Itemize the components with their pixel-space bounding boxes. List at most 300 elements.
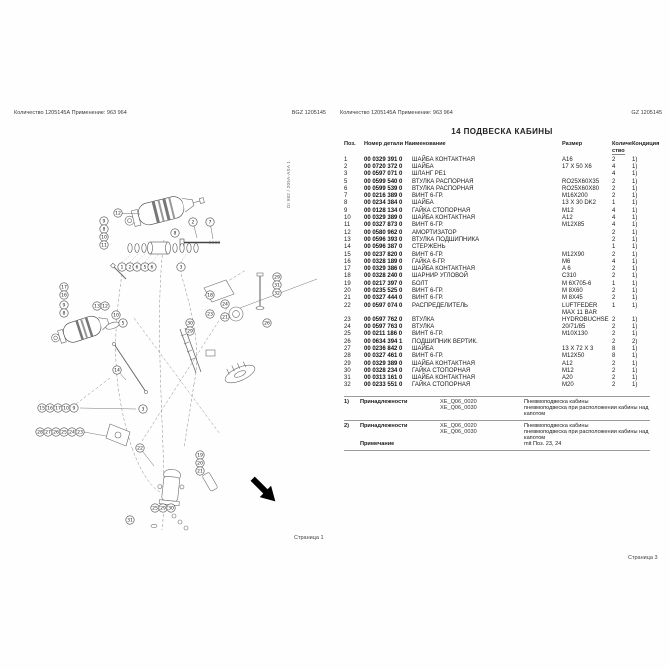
c-size: M6 bbox=[562, 258, 571, 265]
c-num: 00 0235 525 0 bbox=[364, 288, 403, 295]
table-row bbox=[344, 317, 652, 324]
c-cond: 1) bbox=[632, 251, 638, 258]
c-name: ШАЙБА КОНТАКТНАЯ bbox=[412, 156, 476, 163]
footnote-section bbox=[344, 396, 650, 421]
svg-text:25: 25 bbox=[61, 430, 67, 436]
c-name: ВТУЛКА ПОДШИПНИКА bbox=[412, 236, 480, 243]
callout-25 bbox=[60, 428, 68, 436]
svg-text:14: 14 bbox=[114, 368, 120, 374]
callout-1 bbox=[118, 263, 126, 271]
c-name: ВИНТ 6-ГР. bbox=[412, 331, 444, 338]
c-pos: 31 bbox=[344, 375, 351, 382]
c-size: RO25X60X35 bbox=[562, 178, 600, 185]
table-row bbox=[344, 259, 652, 266]
c-num: 00 0327 873 0 bbox=[364, 222, 403, 229]
c-pos: 13 bbox=[344, 236, 351, 243]
callout-21 bbox=[196, 467, 204, 475]
c-name: ШАЙБА КОНТАКТНАЯ bbox=[412, 266, 476, 273]
c-qty: 2 bbox=[612, 251, 616, 258]
callout-12 bbox=[114, 209, 122, 217]
svg-text:11: 11 bbox=[101, 243, 107, 249]
table-row bbox=[344, 222, 652, 229]
callout-2 bbox=[189, 218, 197, 226]
c-pos: 28 bbox=[344, 353, 351, 360]
footnote-line: 1) Принадлежности XE_Q06_0020 Пневмоподвеска кабины bbox=[344, 399, 589, 405]
c-qty: 2 bbox=[612, 295, 616, 302]
svg-text:9: 9 bbox=[102, 219, 106, 225]
callout-24 bbox=[221, 300, 229, 308]
callout-26 bbox=[52, 428, 60, 436]
c-qty: 4 bbox=[612, 215, 616, 222]
footnote-note: Примечание mit Поз. 23, 24 bbox=[360, 441, 562, 447]
table-row bbox=[344, 375, 652, 382]
c-size: HYDROBUCHSE bbox=[562, 316, 609, 323]
left-page-number: Страница 1 bbox=[294, 535, 324, 541]
c-pos: 5 bbox=[344, 178, 348, 185]
callout-21 bbox=[221, 313, 229, 321]
callout-17 bbox=[54, 404, 62, 412]
parts-table-header bbox=[344, 141, 660, 155]
c-num: 00 0720 372 0 bbox=[364, 163, 403, 170]
svg-text:12: 12 bbox=[115, 211, 121, 217]
right-page bbox=[340, 108, 664, 578]
svg-text:20: 20 bbox=[197, 461, 203, 467]
callout-31 bbox=[126, 516, 134, 524]
c-cond: 1) bbox=[632, 236, 638, 243]
svg-text:15: 15 bbox=[39, 406, 45, 412]
c-qty: 2 bbox=[612, 229, 616, 236]
callout-13 bbox=[93, 302, 101, 310]
svg-text:27: 27 bbox=[45, 430, 51, 436]
callout-29 bbox=[273, 273, 281, 281]
c-name: ВТУЛКА bbox=[412, 316, 435, 323]
c-cond: 1) bbox=[632, 316, 638, 323]
table-row bbox=[344, 244, 652, 251]
svg-text:25: 25 bbox=[152, 506, 158, 512]
c-name: ШАЙБА bbox=[412, 200, 434, 207]
svg-text:3: 3 bbox=[141, 407, 145, 413]
c-pos: 32 bbox=[344, 382, 351, 389]
table-row bbox=[344, 295, 652, 302]
svg-text:17: 17 bbox=[61, 285, 67, 291]
callout-24 bbox=[68, 428, 76, 436]
c-size: A12 bbox=[562, 215, 573, 222]
callout-31 bbox=[273, 281, 281, 289]
c-name: РАСПРЕДЕЛИТЕЛЬ bbox=[412, 302, 468, 309]
c-cond: 1) bbox=[632, 324, 638, 331]
c-pos: 1 bbox=[344, 156, 348, 163]
c-size: M 8X45 bbox=[562, 295, 583, 302]
header-doc-code: GZ 1205145 bbox=[631, 110, 662, 116]
table-row bbox=[344, 288, 652, 295]
c-size: M20 bbox=[562, 382, 574, 389]
c-size: A20 bbox=[562, 375, 573, 382]
callout-29 bbox=[159, 504, 167, 512]
c-size: M12 bbox=[562, 367, 574, 374]
c-qty: 4 bbox=[612, 171, 616, 178]
c-cond: 1) bbox=[632, 353, 638, 360]
c-pos: 11 bbox=[344, 222, 351, 229]
c-qty: 4 bbox=[612, 258, 616, 265]
c-cond: 1) bbox=[632, 302, 638, 309]
c-name: ВИНТ 6-ГР. bbox=[412, 251, 444, 258]
c-name: ГАЙКА СТОПОРНАЯ bbox=[412, 367, 471, 374]
svg-text:21: 21 bbox=[222, 315, 228, 321]
right-page-number: Страница 3 bbox=[628, 555, 658, 561]
c-name: ПОДШИПНИК ВЕРТИК. bbox=[412, 338, 478, 345]
svg-text:8: 8 bbox=[62, 311, 66, 317]
c-cond: 1) bbox=[632, 200, 638, 207]
c-cond: 1) bbox=[632, 266, 638, 273]
c-size: RO25X60X80 bbox=[562, 185, 600, 192]
footnote-line: XE_Q06_0030 пневмоподвеска при расположении кабины над капотом bbox=[440, 405, 649, 417]
c-pos: 19 bbox=[344, 280, 351, 287]
c-pos: 14 bbox=[344, 244, 351, 251]
callout-6 bbox=[133, 263, 141, 271]
table-row bbox=[344, 324, 652, 331]
leveling-valve-icon bbox=[156, 468, 186, 506]
c-qty: 2 bbox=[612, 382, 616, 389]
c-size: M12 bbox=[562, 207, 574, 214]
c-cond: 1) bbox=[632, 244, 638, 251]
c-qty: 2 bbox=[612, 178, 616, 185]
c-qty: 2 bbox=[612, 367, 616, 374]
svg-text:26: 26 bbox=[264, 321, 270, 327]
callout-29 bbox=[186, 327, 194, 335]
misc-hardware-icons bbox=[151, 514, 188, 530]
col-header-condition: Кондиция bbox=[632, 141, 660, 147]
c-name: ГАЙКА 6-ГР. bbox=[412, 258, 446, 265]
air-spring-icon bbox=[49, 308, 121, 348]
drawing-side-label: DI 982 / 205A-ASA 1 bbox=[286, 160, 291, 208]
svg-text:23: 23 bbox=[207, 312, 213, 318]
c-name: ВИНТ 6-ГР. bbox=[412, 353, 444, 360]
footnote-line: 2) Принадлежности XE_Q06_0020 Пневмоподвеска кабины bbox=[344, 423, 589, 429]
svg-text:21: 21 bbox=[197, 469, 203, 475]
c-num: 00 0599 539 0 bbox=[364, 185, 403, 192]
table-row bbox=[344, 382, 652, 389]
table-row bbox=[344, 164, 652, 171]
svg-text:3: 3 bbox=[179, 265, 183, 271]
c-num: 00 0313 161 0 bbox=[364, 375, 403, 382]
c-qty: 4 bbox=[612, 163, 616, 170]
c-num: 00 0328 189 0 bbox=[364, 258, 403, 265]
c-num: 00 0597 074 0 bbox=[364, 302, 403, 309]
c-name: ГАЙКА СТОПОРНАЯ bbox=[412, 382, 471, 389]
svg-text:24: 24 bbox=[69, 430, 75, 436]
svg-text:18: 18 bbox=[207, 293, 213, 299]
callout-10 bbox=[100, 233, 108, 241]
c-size: M 8X60 bbox=[562, 288, 583, 295]
c-num: 00 0217 397 0 bbox=[364, 280, 403, 287]
table-row bbox=[344, 346, 652, 353]
c-name: ШЛАНГ РЕ1 bbox=[412, 171, 447, 178]
svg-text:2: 2 bbox=[128, 265, 132, 271]
c-num: 00 0599 540 0 bbox=[364, 178, 403, 185]
c-size: A 6 bbox=[562, 266, 571, 273]
table-row bbox=[344, 361, 652, 368]
c-pos: 7 bbox=[344, 193, 348, 200]
c-qty: 2 bbox=[612, 316, 616, 323]
c-cond: 1) bbox=[632, 185, 638, 192]
c-size: 20/71/85 bbox=[562, 324, 586, 331]
left-page bbox=[14, 108, 328, 578]
footnotes bbox=[344, 396, 650, 451]
svg-text:29: 29 bbox=[160, 506, 166, 512]
callout-12 bbox=[101, 302, 109, 310]
c-qty: 2 bbox=[612, 266, 616, 273]
svg-text:31: 31 bbox=[127, 518, 133, 524]
c-num: 00 0597 071 0 bbox=[364, 171, 403, 178]
table-row bbox=[344, 303, 652, 317]
c-name: ШАЙБА КОНТАКТНАЯ bbox=[412, 360, 476, 367]
c-cond: 1) bbox=[632, 295, 638, 302]
c-num: 00 0327 444 0 bbox=[364, 295, 403, 302]
c-size: M12X85 bbox=[562, 222, 585, 229]
c-cond: 1) bbox=[632, 178, 638, 185]
c-pos: 9 bbox=[344, 207, 348, 214]
svg-text:12: 12 bbox=[102, 304, 108, 310]
c-size: M12X50 bbox=[562, 353, 585, 360]
c-name: СТЕРЖЕНЬ bbox=[412, 244, 446, 251]
callout-10 bbox=[62, 404, 70, 412]
leader-dotted-lines bbox=[122, 254, 186, 262]
callout-27 bbox=[44, 428, 52, 436]
c-cond: 1) bbox=[632, 193, 638, 200]
c-cond: 1) bbox=[632, 382, 638, 389]
c-name: ВТУЛКА bbox=[412, 324, 435, 331]
callout-25 bbox=[151, 504, 159, 512]
svg-text:29: 29 bbox=[187, 329, 193, 335]
callout-10 bbox=[112, 311, 120, 319]
c-num: 00 0329 389 0 bbox=[364, 360, 403, 367]
table-row bbox=[344, 281, 652, 288]
c-qty: 2 bbox=[612, 324, 616, 331]
svg-text:24: 24 bbox=[222, 302, 228, 308]
svg-text:32: 32 bbox=[274, 291, 280, 297]
c-cond: 2) bbox=[632, 338, 638, 345]
svg-text:23: 23 bbox=[77, 430, 83, 436]
col-header-number-name: Номер детали Наименование bbox=[364, 141, 446, 147]
table-row bbox=[344, 215, 652, 222]
c-pos: 29 bbox=[344, 360, 351, 367]
c-pos: 27 bbox=[344, 345, 351, 352]
svg-text:17: 17 bbox=[55, 406, 61, 412]
c-qty: 2 bbox=[612, 338, 616, 345]
c-qty: 2 bbox=[612, 236, 616, 243]
c-num: 00 0580 962 0 bbox=[364, 229, 403, 236]
c-cond: 1) bbox=[632, 345, 638, 352]
header-doc-code: BGZ 1205145 bbox=[291, 110, 326, 116]
c-num: 00 0128 134 0 bbox=[364, 207, 403, 214]
callout-18 bbox=[206, 291, 214, 299]
callout-5 bbox=[119, 319, 127, 327]
table-row bbox=[344, 266, 652, 273]
callout-9 bbox=[70, 404, 78, 412]
exploded-view-diagram bbox=[14, 148, 324, 548]
c-num: 00 0596 387 0 bbox=[364, 244, 403, 251]
svg-text:22: 22 bbox=[137, 446, 143, 452]
c-name: БОЛТ bbox=[412, 280, 429, 287]
svg-text:2: 2 bbox=[191, 220, 195, 226]
svg-text:5: 5 bbox=[121, 321, 125, 327]
c-name: ШАЙБА bbox=[412, 345, 434, 352]
c-num: 00 0233 551 0 bbox=[364, 382, 403, 389]
c-cond: 1) bbox=[632, 280, 638, 287]
c-num: 00 0596 393 0 bbox=[364, 236, 403, 243]
c-pos: 6 bbox=[344, 185, 348, 192]
c-num: 00 0329 386 0 bbox=[364, 266, 403, 273]
header-quantity-application: Количество 1205145А Применение: 963 964 bbox=[14, 110, 127, 116]
callout-16 bbox=[60, 291, 68, 299]
svg-text:16: 16 bbox=[47, 406, 53, 412]
c-qty: 1 bbox=[612, 200, 616, 207]
table-row bbox=[344, 193, 652, 200]
c-num: 00 0634 394 1 bbox=[364, 338, 403, 345]
c-qty: 2 bbox=[612, 375, 616, 382]
callout-15 bbox=[38, 404, 46, 412]
callout-20 bbox=[196, 459, 204, 467]
table-row bbox=[344, 273, 652, 280]
c-name: ВИНТ 6-ГР. bbox=[412, 288, 444, 295]
svg-text:31: 31 bbox=[274, 283, 280, 289]
svg-text:8: 8 bbox=[173, 231, 177, 237]
callout-3 bbox=[177, 263, 185, 271]
c-qty: 8 bbox=[612, 345, 616, 352]
svg-text:30: 30 bbox=[168, 506, 174, 512]
svg-text:1: 1 bbox=[120, 265, 124, 271]
svg-text:19: 19 bbox=[197, 453, 203, 459]
c-pos: 18 bbox=[344, 273, 351, 280]
c-pos: 8 bbox=[344, 200, 348, 207]
c-size: A16 bbox=[562, 156, 573, 163]
c-name: ШАЙБА КОНТАКТНАЯ bbox=[412, 215, 476, 222]
c-cond: 1) bbox=[632, 171, 638, 178]
callout-3 bbox=[139, 405, 147, 413]
c-cond: 1) bbox=[632, 288, 638, 295]
svg-text:10: 10 bbox=[101, 235, 107, 241]
c-num: 00 0597 763 0 bbox=[364, 324, 403, 331]
svg-text:6: 6 bbox=[135, 265, 139, 271]
svg-text:26: 26 bbox=[53, 430, 59, 436]
right-page-header bbox=[340, 110, 662, 116]
footnote-line: XE_Q06_0030 пневмоподвеска при расположении кабины над капотом bbox=[440, 429, 649, 441]
c-qty: 2 bbox=[612, 360, 616, 367]
callout-16 bbox=[46, 404, 54, 412]
c-num: 00 0597 762 0 bbox=[364, 316, 403, 323]
svg-text:16: 16 bbox=[61, 293, 67, 299]
table-row bbox=[344, 368, 652, 375]
section-title: 14 ПОДВЕСКА КАБИНЫ bbox=[451, 127, 553, 136]
c-pos: 16 bbox=[344, 258, 351, 265]
c-size: LUFTFEDER MAX 11 BAR bbox=[562, 302, 598, 316]
c-size: C310 bbox=[562, 273, 577, 280]
callout-30 bbox=[167, 504, 175, 512]
callout-8 bbox=[60, 309, 68, 317]
c-pos: 30 bbox=[344, 367, 351, 374]
callout-14 bbox=[113, 366, 121, 374]
callout-7 bbox=[206, 218, 214, 226]
c-qty: 4 bbox=[612, 207, 616, 214]
table-row bbox=[344, 200, 652, 207]
c-name: ВТУЛКА РАСПОРНАЯ bbox=[412, 178, 474, 185]
callout-19 bbox=[196, 451, 204, 459]
table-row bbox=[344, 252, 652, 259]
c-size: 13 X 30 DK2 bbox=[562, 200, 597, 207]
c-qty: 2 bbox=[612, 331, 616, 338]
c-name: ВИНТ 6-ГР. bbox=[412, 222, 444, 229]
c-qty: 2 bbox=[612, 288, 616, 295]
table-row bbox=[344, 157, 652, 164]
c-cond: 1) bbox=[632, 222, 638, 229]
c-qty: 2 bbox=[612, 193, 616, 200]
c-num: 00 0234 384 0 bbox=[364, 200, 403, 207]
c-size: M 6X705-6 bbox=[562, 280, 592, 287]
svg-text:6: 6 bbox=[150, 265, 154, 271]
c-pos: 15 bbox=[344, 251, 351, 258]
c-pos: 26 bbox=[344, 338, 351, 345]
c-num: 00 0211 186 0 bbox=[364, 331, 403, 338]
callout-32 bbox=[273, 289, 281, 297]
table-row bbox=[344, 208, 652, 215]
c-cond: 1) bbox=[632, 367, 638, 374]
c-cond: 1) bbox=[632, 375, 638, 382]
c-num: 00 0328 234 0 bbox=[364, 367, 403, 374]
svg-text:9: 9 bbox=[72, 406, 76, 412]
callout-8 bbox=[171, 229, 179, 237]
c-name: ВТУЛКА РАСПОРНАЯ bbox=[412, 185, 474, 192]
svg-text:29: 29 bbox=[274, 275, 280, 281]
direction-arrow-icon bbox=[247, 473, 281, 507]
c-name: ГАЙКА СТОПОРНАЯ bbox=[412, 207, 471, 214]
svg-text:10: 10 bbox=[113, 313, 119, 319]
c-pos: 2 bbox=[344, 163, 348, 170]
c-size: M12X90 bbox=[562, 251, 585, 258]
footnote-section bbox=[344, 421, 650, 451]
c-cond: 1) bbox=[632, 229, 638, 236]
callout-30 bbox=[186, 319, 194, 327]
c-num: 00 0329 389 0 bbox=[364, 215, 403, 222]
c-name: ШАРНИР УГЛОВОЙ bbox=[412, 273, 468, 280]
callout-9 bbox=[100, 217, 108, 225]
c-num: 00 0236 842 0 bbox=[364, 345, 403, 352]
col-header-size: Размер bbox=[562, 141, 583, 147]
c-pos: 24 bbox=[344, 324, 351, 331]
c-pos: 21 bbox=[344, 295, 351, 302]
c-qty: 2 bbox=[612, 273, 616, 280]
callout-23 bbox=[76, 428, 84, 436]
c-num: 00 0216 389 0 bbox=[364, 193, 403, 200]
svg-text:28: 28 bbox=[37, 430, 43, 436]
c-cond: 1) bbox=[632, 207, 638, 214]
c-num: 00 0327 461 0 bbox=[364, 353, 403, 360]
col-header-pos: Поз. bbox=[344, 141, 356, 147]
c-name: ШАЙБА bbox=[412, 163, 434, 170]
c-name: ШАЙБА КОНТАКТНАЯ bbox=[412, 375, 476, 382]
c-pos: 10 bbox=[344, 215, 351, 222]
c-size: M10X130 bbox=[562, 331, 588, 338]
c-size: M16X200 bbox=[562, 193, 588, 200]
svg-text:7: 7 bbox=[208, 220, 212, 226]
callout-22 bbox=[136, 444, 144, 452]
c-num: 00 0328 240 0 bbox=[364, 273, 403, 280]
c-cond: 1) bbox=[632, 360, 638, 367]
svg-text:13: 13 bbox=[94, 304, 100, 310]
c-size: 13 X 72 X 3 bbox=[562, 345, 594, 352]
parts-table-body bbox=[344, 157, 652, 390]
col-header-qty: Количе ство bbox=[612, 141, 633, 154]
svg-text:30: 30 bbox=[187, 321, 193, 327]
